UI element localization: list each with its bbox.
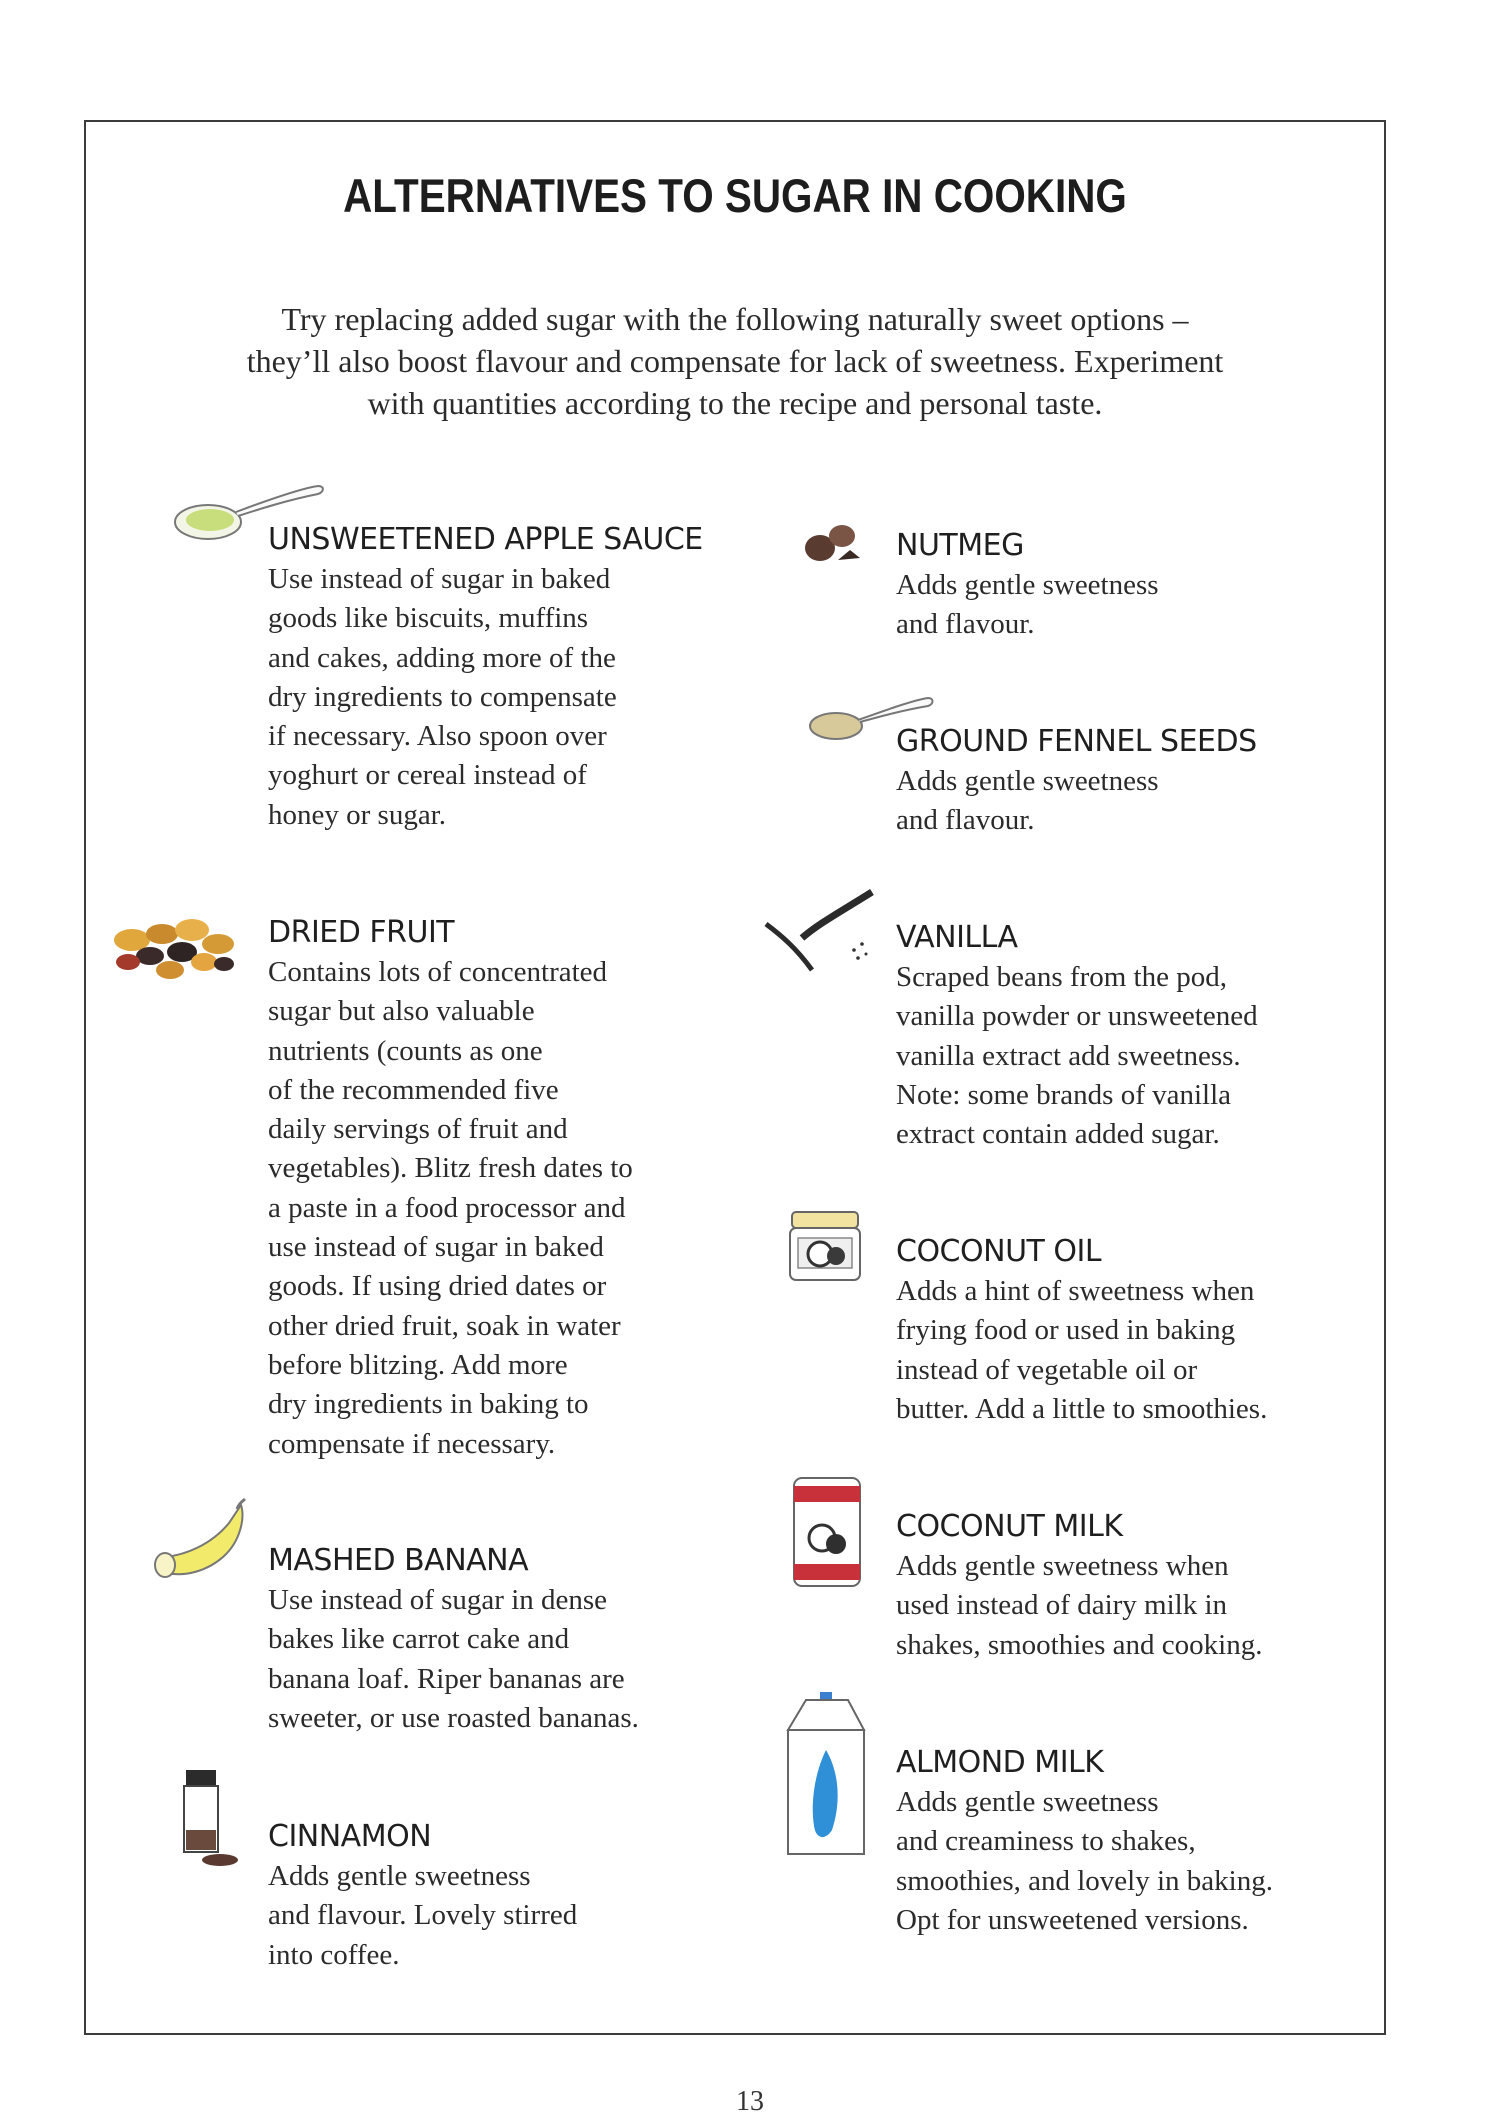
item-description: Contains lots of concentrated sugar but also valuable nutrients (counts as one of the recommended five daily servings of fruit and vegetables). Blitz fresh dates to a paste in a food processor and use instead of sugar in baked goods. If using dried dates or other dried fruit, soak in water before blitzing. Add more dry ingredients in baking to compensate if necessary. [268, 956, 633, 1460]
item-nutmeg [896, 526, 1159, 645]
vanilla-pod-icon [762, 884, 878, 976]
item-description: Adds gentle sweetness and flavour. Lovely stirred into coffee. [268, 1860, 578, 1971]
item-description: Adds a hint of sweetness when frying food or used in baking instead of vegetable oil or butter. Add a little to smoothies. [896, 1275, 1268, 1425]
page-number: 13 [736, 2086, 764, 2117]
item-description: Use instead of sugar in baked goods like biscuits, muffins and cakes, adding more of the dry ingredients to compensate if necessary. Also spoon over yoghurt or cereal instead of honey or sugar. [268, 563, 617, 831]
item-dried-fruit [268, 913, 633, 1464]
item-mashed-banana [268, 1541, 639, 1738]
item-description: Scraped beans from the pod, vanilla powder or unsweetened vanilla extract add sweetness. Note: some brands of vanilla extract contain added sugar. [896, 961, 1258, 1151]
intro-line: they’ll also boost flavour and compensate for lack of sweetness. Experiment [246, 343, 1224, 379]
item-vanilla [896, 918, 1258, 1154]
item-heading: DRIED FRUIT [268, 915, 455, 950]
item-description: Adds gentle sweetness and creaminess to shakes, smoothies, and lovely in baking. Opt for unsweetened versions. [896, 1786, 1273, 1936]
item-almond-milk [896, 1743, 1273, 1940]
item-heading: CINNAMON [268, 1819, 432, 1854]
dried-fruit-icon [100, 900, 250, 990]
item-description: Use instead of sugar in dense bakes like carrot cake and banana loaf. Riper bananas are sweeter, or use roasted bananas. [268, 1584, 639, 1734]
cinnamon-jar-icon [176, 1768, 246, 1868]
intro-line: Try replacing added sugar with the following naturally sweet options – [281, 301, 1189, 337]
item-description: Adds gentle sweetness and flavour. [896, 765, 1159, 837]
item-description: Adds gentle sweetness when used instead of dairy milk in shakes, smoothies and cooking. [896, 1550, 1263, 1661]
item-heading: ALMOND MILK [896, 1745, 1104, 1780]
banana-icon [145, 1497, 255, 1587]
page-title: ALTERNATIVES TO SUGAR IN COOKING [343, 169, 1127, 222]
item-heading: VANILLA [896, 920, 1018, 955]
item-heading: COCONUT MILK [896, 1509, 1123, 1544]
item-heading: UNSWEETENED APPLE SAUCE [268, 522, 703, 557]
nutmeg-icon [802, 520, 874, 570]
item-heading: MASHED BANANA [268, 1543, 529, 1578]
item-cinnamon [268, 1817, 577, 1975]
almond-milk-carton-icon [778, 1690, 868, 1860]
item-coconut-oil [896, 1232, 1267, 1429]
item-apple-sauce [268, 520, 703, 835]
intro-paragraph [140, 298, 1330, 424]
item-ground-fennel-seeds [896, 722, 1257, 841]
coconut-oil-jar-icon [786, 1208, 866, 1284]
item-heading: COCONUT OIL [896, 1234, 1102, 1269]
item-heading: GROUND FENNEL SEEDS [896, 724, 1257, 759]
item-coconut-milk [896, 1507, 1262, 1665]
item-heading: NUTMEG [896, 528, 1024, 563]
item-description: Adds gentle sweetness and flavour. [896, 569, 1159, 641]
coconut-milk-can-icon [790, 1472, 866, 1592]
intro-line: with quantities according to the recipe and personal taste. [367, 385, 1103, 421]
